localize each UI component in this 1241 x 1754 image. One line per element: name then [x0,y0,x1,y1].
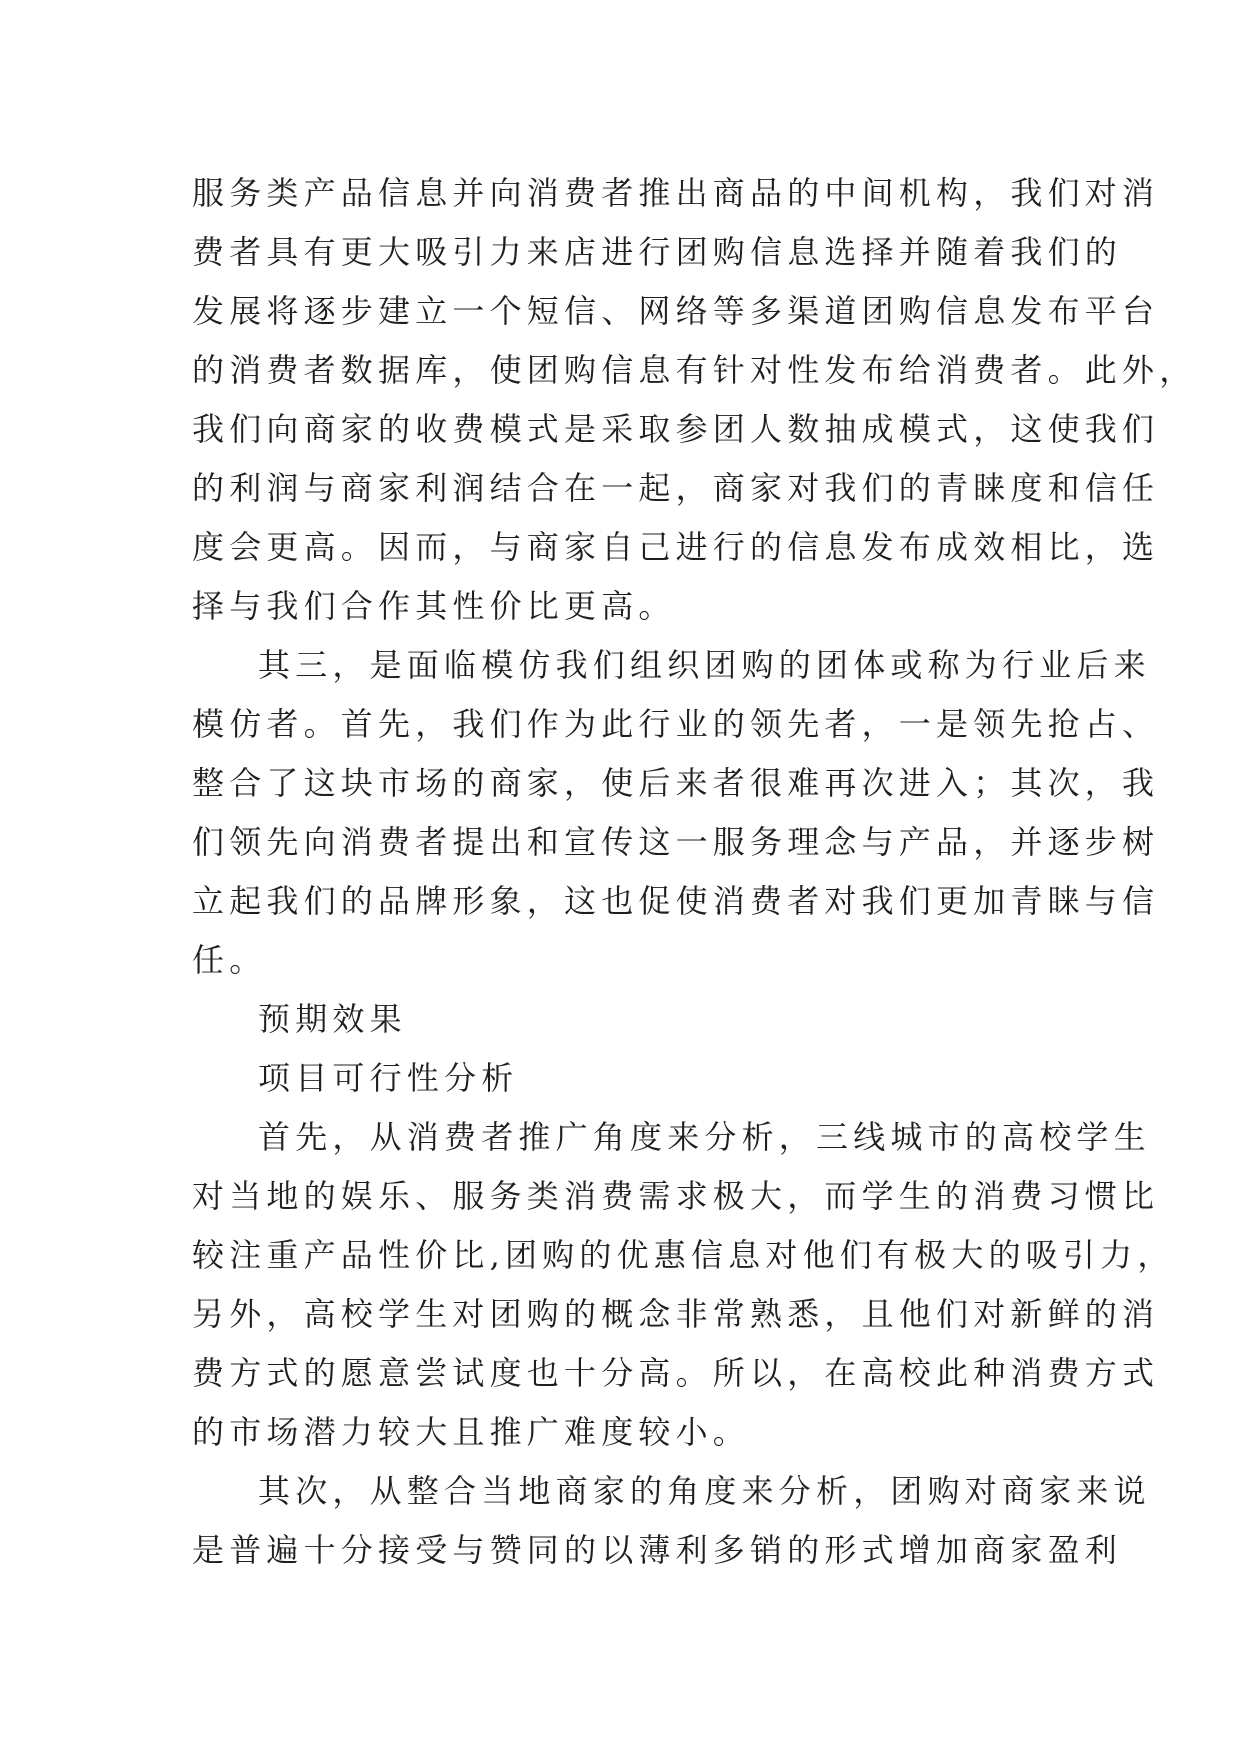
text-line: 发展将逐步建立一个短信、网络等多渠道团购信息发布平台 [192,292,1160,330]
text-line: 我们向商家的收费模式是采取参团人数抽成模式，这使我们 [192,410,1160,448]
text-line: 服务类产品信息并向消费者推出商品的中间机构，我们对消 [192,174,1160,212]
text-line: 的利润与商家利润结合在一起，商家对我们的青睐度和信任 [192,469,1160,507]
text-line: 费方式的愿意尝试度也十分高。所以，在高校此种消费方式 [192,1354,1160,1392]
text-line: 立起我们的品牌形象，这也促使消费者对我们更加青睐与信 [192,882,1160,920]
section-heading: 项目可行性分析 [258,1059,519,1097]
document-body [192,164,1197,1580]
paragraph-first-line: 首先，从消费者推广角度来分析，三线城市的高校学生 [258,1118,1151,1156]
text-line: 任。 [192,941,267,979]
text-line: 的消费者数据库，使团购信息有针对性发布给消费者。此外， [192,351,1197,389]
text-line: 对当地的娱乐、服务类消费需求极大，而学生的消费习惯比 [192,1177,1160,1215]
paragraph-first-line: 其次，从整合当地商家的角度来分析，团购对商家来说 [258,1472,1151,1510]
text-line: 费者具有更大吸引力来店进行团购信息选择并随着我们的 [192,233,1123,271]
text-line: 模仿者。首先，我们作为此行业的领先者，一是领先抢占、 [192,705,1160,743]
text-line: 较注重产品性价比,团购的优惠信息对他们有极大的吸引力， [192,1236,1175,1274]
text-line: 度会更高。因而，与商家自己进行的信息发布成效相比，选 [192,528,1160,566]
text-line: 的市场潜力较大且推广难度较小。 [192,1413,751,1451]
section-heading: 预期效果 [258,1000,407,1038]
text-line: 择与我们合作其性价比更高。 [192,587,676,625]
paragraph-first-line: 其三，是面临模仿我们组织团购的团体或称为行业后来 [258,646,1151,684]
text-line: 们领先向消费者提出和宣传这一服务理念与产品，并逐步树 [192,823,1160,861]
text-line: 另外，高校学生对团购的概念非常熟悉，且他们对新鲜的消 [192,1295,1160,1333]
text-line: 是普遍十分接受与赞同的以薄利多销的形式增加商家盈利 [192,1531,1123,1569]
text-line: 整合了这块市场的商家，使后来者很难再次进入；其次，我 [192,764,1160,802]
